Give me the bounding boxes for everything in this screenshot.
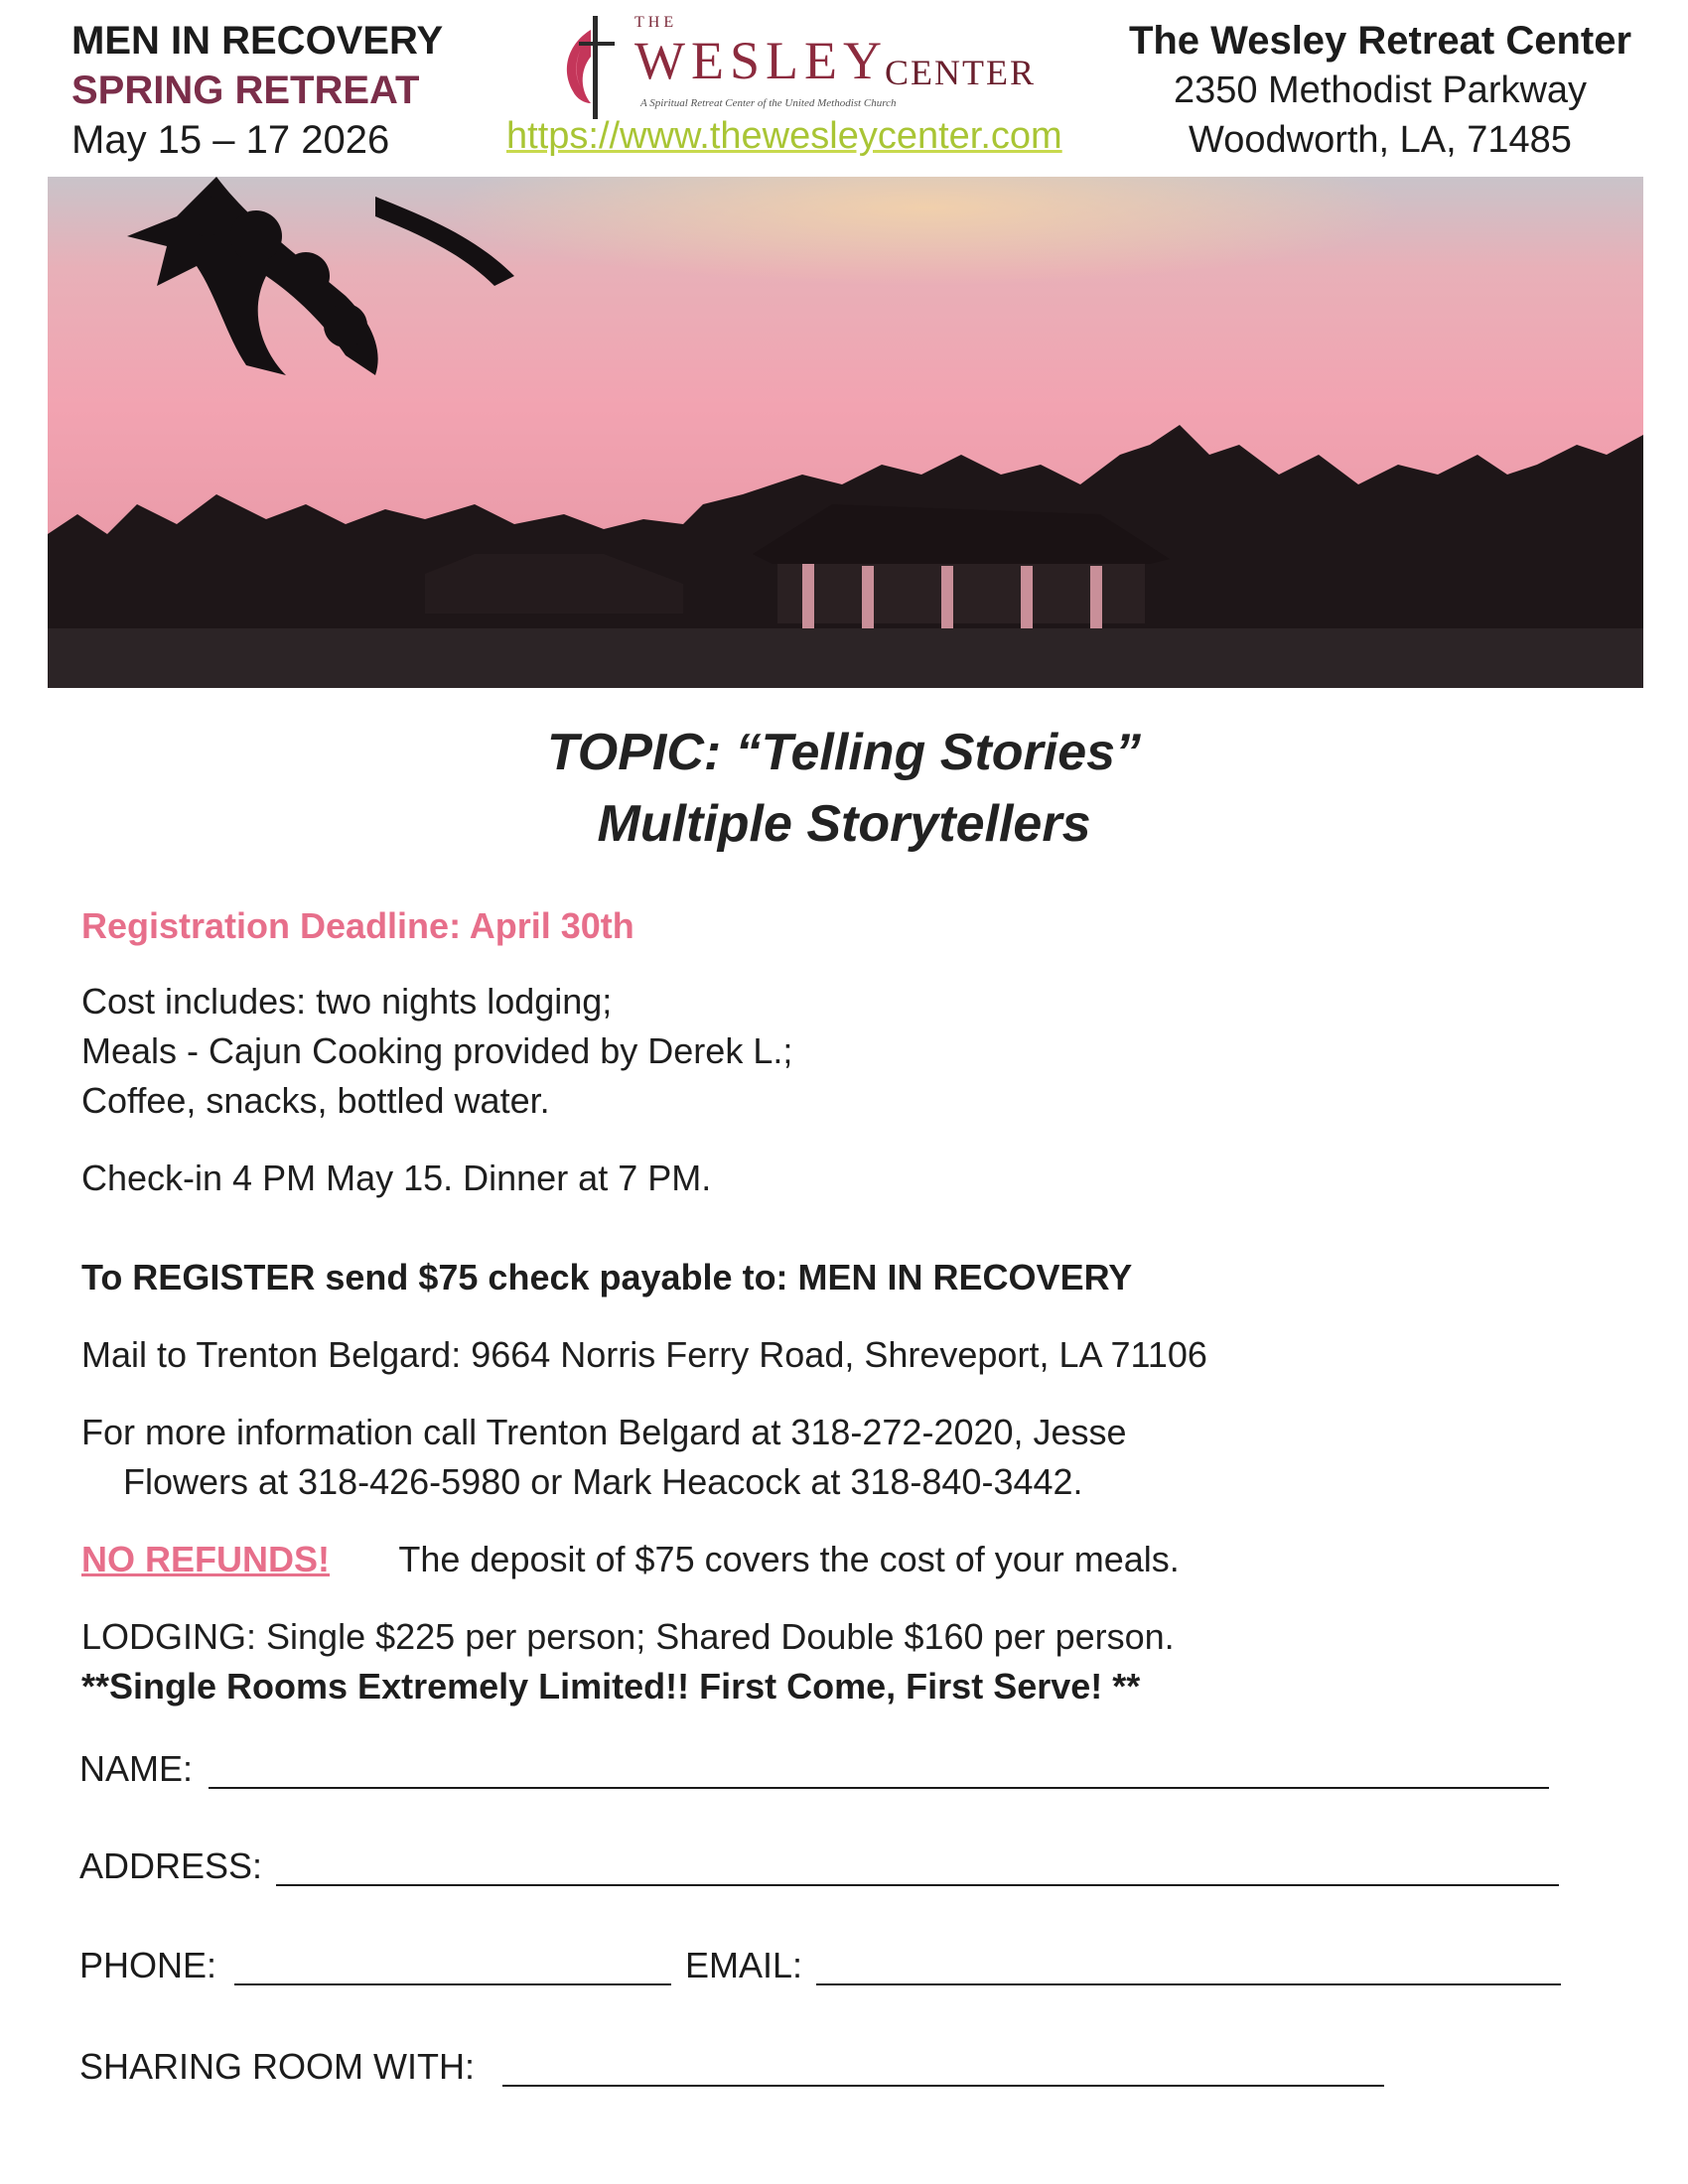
no-refunds-label: NO REFUNDS! (81, 1539, 330, 1579)
logo-tagline: A Spiritual Retreat Center of the United Methodist Church (640, 97, 897, 109)
email-field[interactable] (816, 1983, 1561, 1985)
event-dates: May 15 – 17 2026 (71, 118, 390, 162)
checkin-info: Check-in 4 PM May 15. Dinner at 7 PM. (81, 1158, 712, 1198)
venue-city: Woodworth, LA, 71485 (1189, 119, 1572, 161)
sharing-room-label: SHARING ROOM WITH: (79, 2046, 475, 2087)
event-heading (71, 16, 443, 165)
topic-title: TOPIC: “Telling Stories” (546, 724, 1142, 781)
cost-line-2: Meals - Cajun Cooking provided by Derek L.; (81, 1030, 793, 1071)
event-title: MEN IN RECOVERY (71, 19, 444, 63)
cost-line-3: Coffee, snacks, bottled water. (81, 1080, 550, 1121)
registration-deadline: Registration Deadline: April 30th (81, 905, 634, 946)
refund-policy (81, 1535, 1180, 1584)
website-link[interactable]: https://www.thewesleycenter.com (506, 115, 1062, 157)
venue-street: 2350 Methodist Parkway (1173, 69, 1588, 111)
contact-line-2: Flowers at 318-426-5980 or Mark Heacock at 318-840-3442. (123, 1461, 1083, 1502)
logo-wesley: WESLEY (634, 31, 888, 90)
email-label: EMAIL: (685, 1945, 803, 1985)
contact-line-1: For more information call Trenton Belgard at 318-272-2020, Jesse (81, 1412, 1127, 1452)
name-field[interactable] (209, 1787, 1549, 1789)
address-field[interactable] (276, 1884, 1559, 1886)
phone-label: PHONE: (79, 1945, 217, 1985)
lodging-info (81, 1612, 1175, 1711)
sharing-room-field[interactable] (502, 2085, 1384, 2087)
phone-field[interactable] (234, 1983, 671, 1985)
logo-the: THE (634, 14, 678, 31)
mail-address: Mail to Trenton Belgard: 9664 Norris Ferry Road, Shreveport, LA 71106 (81, 1334, 1207, 1375)
cross-flame-icon (551, 12, 631, 123)
register-instructions: To REGISTER send $75 check payable to: MEN IN RECOVERY (81, 1257, 1133, 1297)
logo-center: CENTER (885, 53, 1036, 92)
cost-line-1: Cost includes: two nights lodging; (81, 981, 613, 1022)
cost-includes (81, 977, 792, 1126)
address-label: ADDRESS: (79, 1845, 263, 1886)
deposit-note: The deposit of $75 covers the cost of your meals. (398, 1539, 1180, 1579)
retreat-sunset-photo (48, 177, 1643, 688)
single-rooms-note: **Single Rooms Extremely Limited!! First Come, First Serve! ** (81, 1666, 1141, 1706)
name-label: NAME: (79, 1748, 194, 1789)
topic-subtitle: Multiple Storytellers (597, 795, 1091, 853)
venue-name: The Wesley Retreat Center (1128, 19, 1632, 63)
venue-address (1102, 16, 1658, 165)
event-subtitle: SPRING RETREAT (71, 68, 420, 112)
wesley-center-logo (551, 12, 1067, 123)
lodging-prices: LODGING: Single $225 per person; Shared Double $160 per person. (81, 1616, 1175, 1657)
contact-info (81, 1408, 1127, 1507)
topic-heading (0, 717, 1688, 860)
